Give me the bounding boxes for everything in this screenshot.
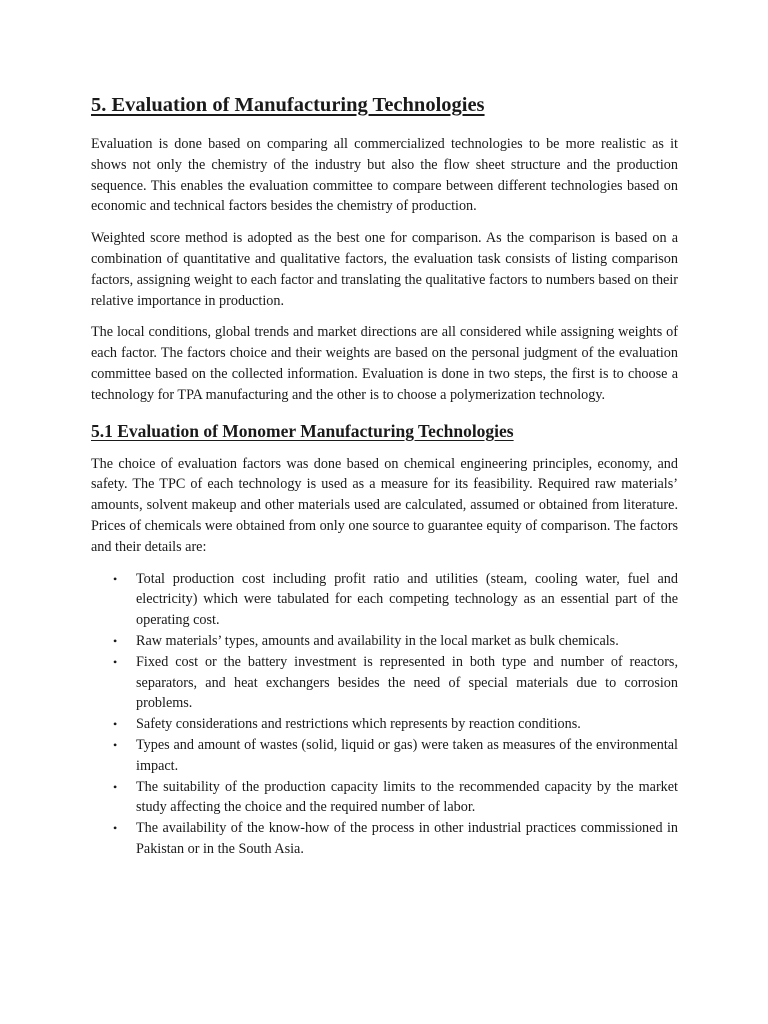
list-item	[91, 569, 678, 631]
bullet-icon: •	[113, 717, 118, 732]
list-item-text: Total production cost including profit ratio and utilities (steam, cooling water, fuel and electricity) which were tabulated for each competing technology as an essential part of the operating cost.	[136, 570, 678, 629]
list-item-text: Raw materials’ types, amounts and availability in the local market as bulk chemicals.	[136, 632, 619, 649]
list-item-text: Safety considerations and restrictions which represents by reaction conditions.	[136, 716, 581, 733]
section-heading: 5. Evaluation of Manufacturing Technologies	[91, 94, 485, 116]
list-item	[91, 652, 678, 714]
list-item-text: Fixed cost or the battery investment is represented in both type and number of reactors, separators, and heat exchangers besides the need of special materials due to corrosion problems.	[136, 653, 678, 712]
list-item	[91, 777, 678, 819]
list-item-text: The availability of the know-how of the process in other industrial practices commissioned in Pakistan or in the South Asia.	[136, 820, 678, 857]
evaluation-factors-paragraph: The choice of evaluation factors was done based on chemical engineering principles, economy, and safety. The TPC of each technology is used as a measure for its feasibility. Required raw materials’ amounts, solvent makeup and other materials used are calculated, assumed or obtained from literature. Prices of chemicals were obtained from only one source to guarantee equity of comparison. The factors and their details are:	[91, 455, 678, 555]
list-item-text: Types and amount of wastes (solid, liquid or gas) were taken as measures of the environmental impact.	[136, 736, 678, 774]
local-conditions-paragraph: The local conditions, global trends and market directions are all considered while assigning weights of each factor. The factors choice and their weights are based on the personal judgment of the evaluation committee based on the collected information. Evaluation is done in two steps, the first is to choose a technology for TPA manufacturing and the other is to choose a polymerization technology.	[91, 324, 678, 403]
document-page	[91, 92, 678, 860]
bullet-icon: •	[113, 654, 118, 669]
intro-paragraph: Evaluation is done based on comparing all commercialized technologies to be more realistic as it shows not only the chemistry of the industry but also the flow sheet structure and the production sequence. This enables the evaluation committee to compare between different technologies based on economic and technical factors besides the chemistry of production.	[91, 136, 678, 215]
list-item-text: The suitability of the production capacity limits to the recommended capacity by the market study affecting the choice and the required number of labor.	[136, 778, 678, 816]
bullet-icon: •	[113, 737, 118, 752]
bullet-icon: •	[113, 633, 118, 648]
list-item	[91, 714, 678, 735]
factors-list	[91, 569, 678, 860]
subsection-heading: 5.1 Evaluation of Monomer Manufacturing Technologies	[91, 420, 514, 441]
weighted-score-paragraph: Weighted score method is adopted as the best one for comparison. As the comparison is based on a combination of quantitative and qualitative factors, the evaluation task consists of listing comparison factors, assigning weight to each factor and translating the qualitative factors to numbers based on their relative importance in production.	[91, 230, 678, 309]
list-item	[91, 735, 678, 777]
bullet-icon: •	[113, 779, 118, 794]
list-item	[91, 631, 678, 652]
bullet-icon: •	[113, 571, 118, 586]
list-item	[91, 818, 678, 860]
bullet-icon: •	[113, 821, 118, 836]
